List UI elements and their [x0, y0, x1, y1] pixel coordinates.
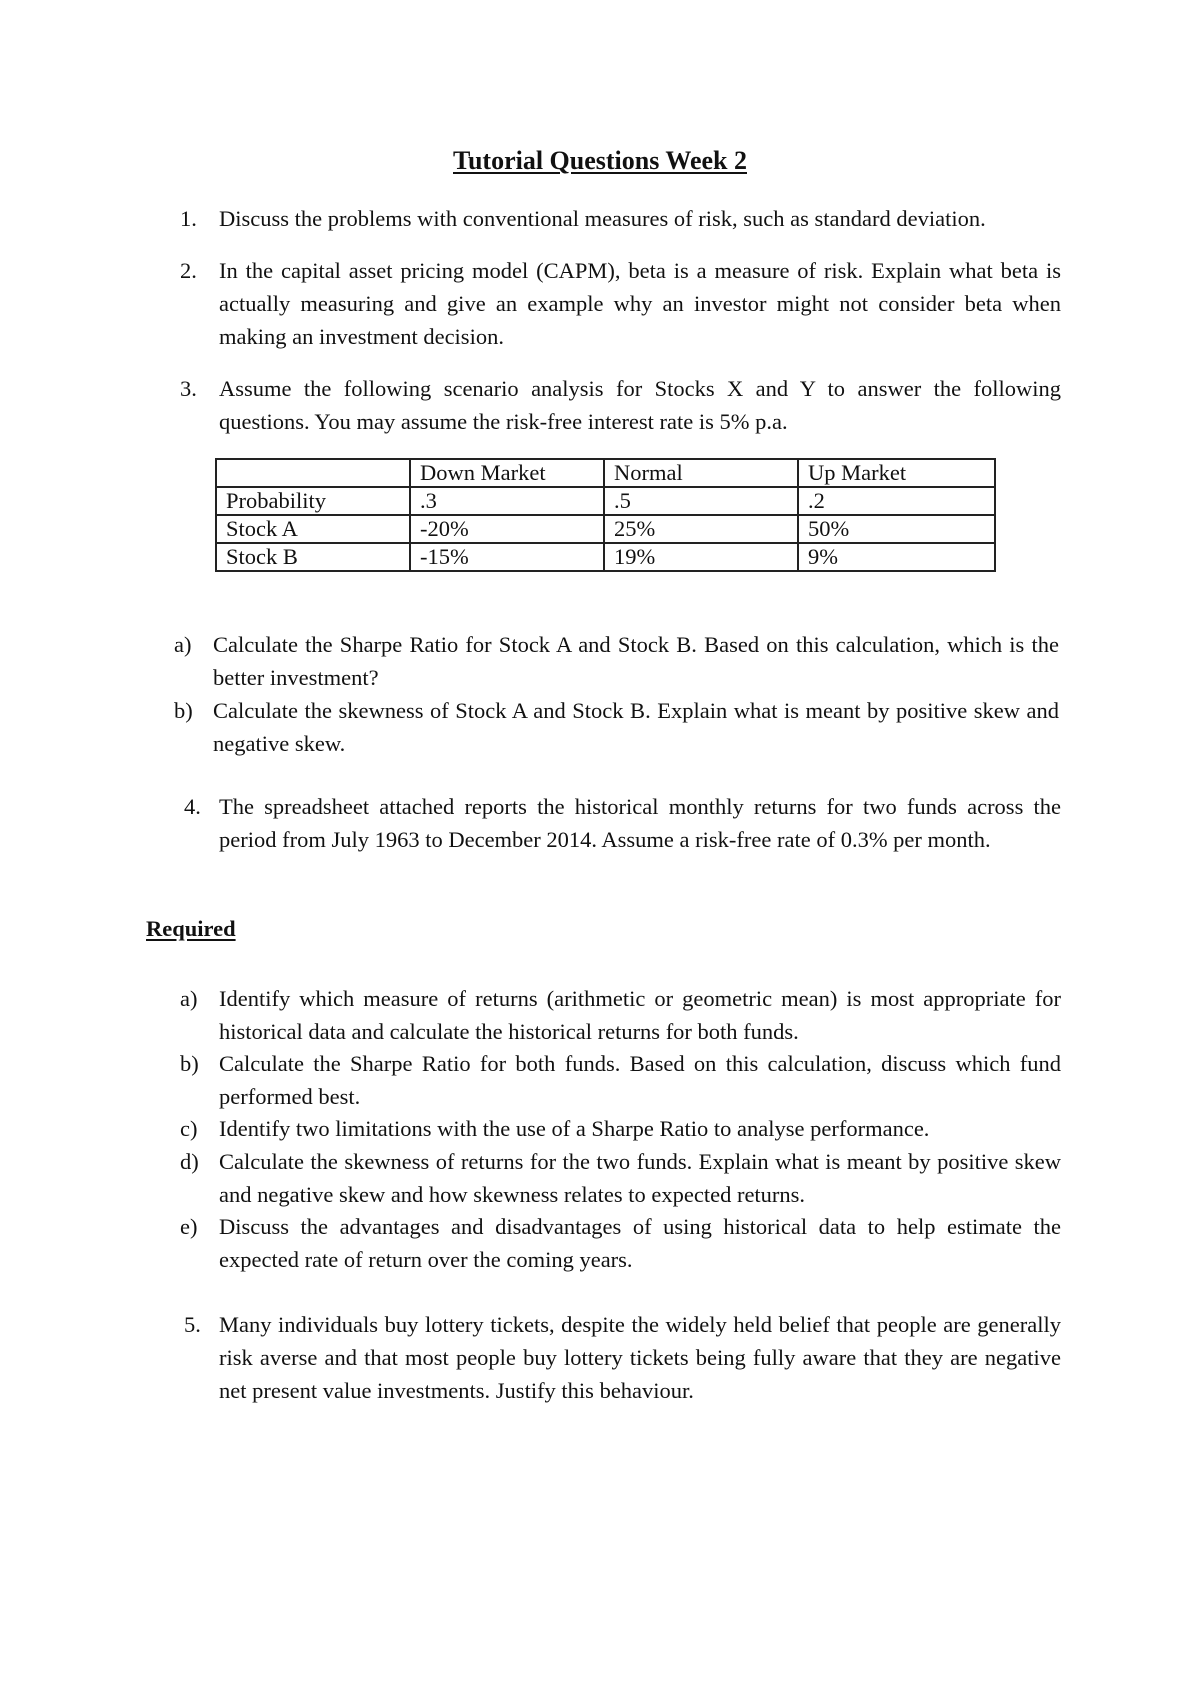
- part-text: Identify two limitations with the use of a Sharpe Ratio to analyse performance.: [219, 1116, 930, 1141]
- question-1: [180, 202, 1060, 235]
- table-header-cell: Down Market: [410, 459, 604, 487]
- part-label: b): [174, 698, 193, 723]
- question-text: In the capital asset pricing model (CAPM), beta is a measure of risk. Explain what beta is actually measuring and give an example why an investor might not consider beta when making an investment decision.: [219, 258, 1061, 349]
- part-text: Identify which measure of returns (arithmetic or geometric mean) is most appropriate for historical data and calculate the historical returns for both funds.: [219, 986, 1061, 1044]
- table-cell: 9%: [798, 543, 995, 571]
- table-cell: 50%: [798, 515, 995, 543]
- q4-part-a: [180, 982, 1060, 1048]
- q4-part-c: [180, 1112, 1060, 1145]
- q4-part-e: [180, 1210, 1060, 1276]
- table-cell: .2: [798, 487, 995, 515]
- table-header-row: [216, 459, 995, 487]
- table-cell: -20%: [410, 515, 604, 543]
- question-number: 1.: [180, 206, 197, 231]
- part-label: e): [180, 1214, 198, 1239]
- part-text: Discuss the advantages and disadvantages of using historical data to help estimate the expected rate of return over the coming years.: [219, 1214, 1061, 1272]
- part-label: c): [180, 1116, 198, 1141]
- table-header-cell: [216, 459, 410, 487]
- part-text: Calculate the skewness of Stock A and Stock B. Explain what is meant by positive skew and negative skew.: [213, 698, 1059, 756]
- table-cell: 19%: [604, 543, 798, 571]
- q3-part-a: [174, 628, 1060, 694]
- table-row: [216, 515, 995, 543]
- question-5: [184, 1308, 1060, 1407]
- table-cell: 25%: [604, 515, 798, 543]
- table-header-cell: Up Market: [798, 459, 995, 487]
- part-text: Calculate the Sharpe Ratio for both funds. Based on this calculation, discuss which fund performed best.: [219, 1051, 1061, 1109]
- question-text: Discuss the problems with conventional measures of risk, such as standard deviation.: [219, 206, 986, 231]
- q3-part-b: [174, 694, 1060, 760]
- table-cell: Stock B: [216, 543, 410, 571]
- question-text: The spreadsheet attached reports the historical monthly returns for two funds across the period from July 1963 to December 2014. Assume a risk-free rate of 0.3% per month.: [219, 794, 1061, 852]
- scenario-table: [215, 458, 996, 572]
- table-row: [216, 543, 995, 571]
- q4-part-b: [180, 1047, 1060, 1113]
- question-text: Assume the following scenario analysis for Stocks X and Y to answer the following questions. You may assume the risk-free interest rate is 5% p.a.: [219, 376, 1061, 434]
- table-cell: .3: [410, 487, 604, 515]
- part-label: d): [180, 1149, 199, 1174]
- table-cell: Stock A: [216, 515, 410, 543]
- question-2: [180, 254, 1060, 353]
- part-label: b): [180, 1051, 199, 1076]
- q4-part-d: [180, 1145, 1060, 1211]
- part-label: a): [174, 632, 192, 657]
- question-number: 2.: [180, 258, 197, 283]
- table-row: [216, 487, 995, 515]
- question-4: [184, 790, 1060, 889]
- required-heading: Required: [146, 916, 236, 941]
- question-number: 3.: [180, 376, 197, 401]
- table-header-cell: Normal: [604, 459, 798, 487]
- question-number: 5.: [184, 1312, 201, 1337]
- table-cell: Probability: [216, 487, 410, 515]
- page-title: Tutorial Questions Week 2: [453, 146, 747, 175]
- part-text: Calculate the Sharpe Ratio for Stock A and Stock B. Based on this calculation, which is the better investment?: [213, 632, 1059, 690]
- table-cell: -15%: [410, 543, 604, 571]
- part-text: Calculate the skewness of returns for the two funds. Explain what is meant by positive skew and negative skew and how skewness relates to expected returns.: [219, 1149, 1061, 1207]
- table-cell: .5: [604, 487, 798, 515]
- question-text: Many individuals buy lottery tickets, despite the widely held belief that people are generally risk averse and that most people buy lottery tickets being fully aware that they are negative net present value investments. Justify this behaviour.: [219, 1312, 1061, 1403]
- question-3: [180, 372, 1060, 438]
- part-label: a): [180, 986, 198, 1011]
- question-number: 4.: [184, 794, 201, 819]
